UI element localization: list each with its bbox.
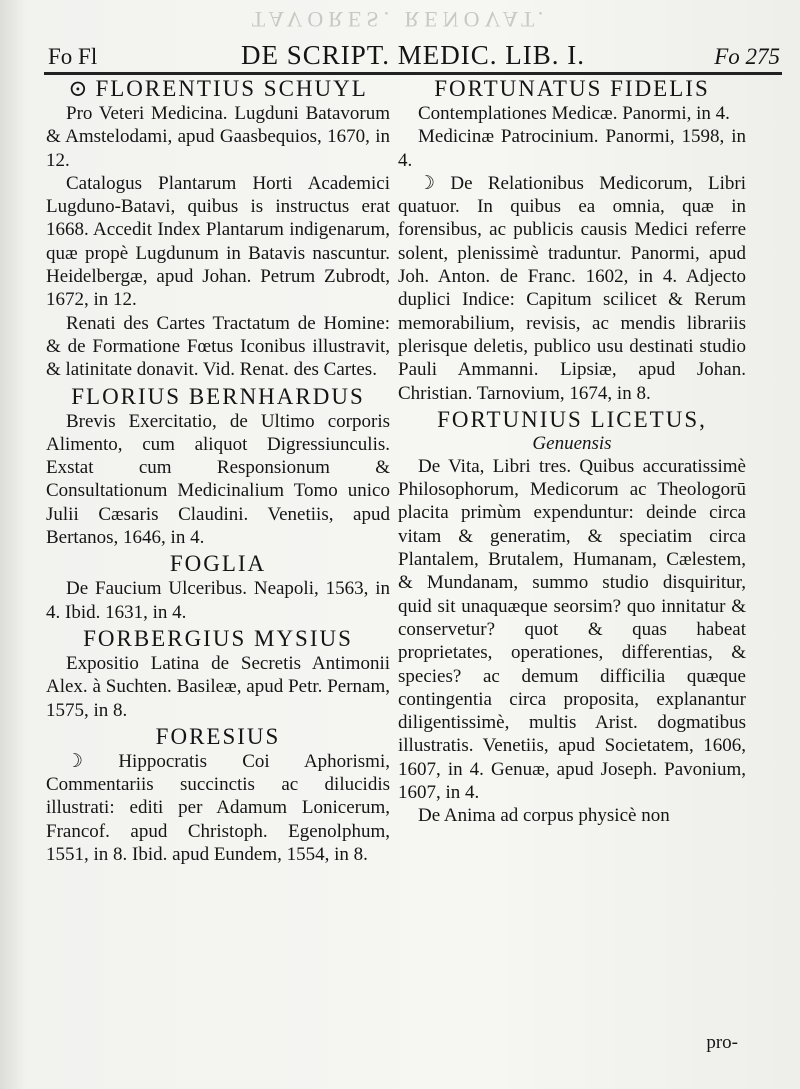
circle-dot-icon: ⊙ bbox=[68, 76, 90, 101]
running-head bbox=[44, 38, 782, 75]
work-entry: Pro Veteri Medicina. Lugduni Batavorum & Amstelodami, apud Gaasbequios, 1670, in 12. bbox=[46, 103, 390, 171]
author-name: FORBERGIUS MYSIUS bbox=[83, 625, 353, 651]
author-origin: Genuensis bbox=[532, 432, 612, 454]
work-entry: Catalogus Plantarum Horti Academici Lugduno-Batavi, quibus is instructus erat 1668. Accedit Index Plantarum indigenarum, quæ propè Lugdunum in Batavis nascuntur. Heidelbergæ, apud Johan. Petrum Zubrodt, 1672, in 12. bbox=[46, 172, 390, 311]
entry-florius-bernhardus bbox=[46, 384, 390, 550]
entry-fortunatus-fidelis bbox=[398, 76, 746, 405]
work-entry: Expositio Latina de Secretis Antimonii Alex. à Suchten. Basileæ, apud Petr. Pernam, 1575, in 8. bbox=[46, 652, 390, 721]
work-entry: Brevis Exercitatio, de Ultimo corporis Alimento, cum aliquot Digressiunculis. Exstat cum Responsionum & Consultationum Medicinalium Tomo unico Julii Cæsaris Claudini. Venetiis, apud Bertanos, 1646, in 4. bbox=[46, 410, 390, 549]
author-name: FORESIUS bbox=[155, 723, 281, 749]
catchword: pro- bbox=[706, 1032, 738, 1053]
author-name: FORTUNATUS FIDELIS bbox=[434, 76, 710, 101]
entry-fortunius-licetus bbox=[398, 407, 746, 828]
author-name: FORTUNIUS LICETUS, bbox=[437, 406, 707, 432]
author-name: FLORENTIUS SCHUYL bbox=[95, 76, 368, 101]
work-entry: De Faucium Ulceribus. Neapoli, 1563, in 4. Ibid. 1631, in 4. bbox=[46, 578, 390, 623]
page-number: Fo 275 bbox=[714, 44, 780, 69]
work-entry: ☽ De Relationibus Medicorum, Libri quatuor. In quibus ea omnia, quæ in forensibus, ac publicis causis Medici referre solent, plenissimè traduntur. Panormi, apud Joh. Anton. de Franc. 1602, in 4. Adjecto duplici Indice: Capitum scilicet & Rerum memorabilium, revisis, ac mendis librariis plerisque deletis, publico usu destinati studio Pauli Ammanni. Lipsiæ, apud Johan. Christian. Tarnovium, 1674, in 8. bbox=[398, 172, 746, 404]
running-head-left: Fo Fl bbox=[48, 44, 98, 69]
work-entry: Renati des Cartes Tractatum de Homine: & de Formatione Fœtus Iconibus illustravit, & latinitate donavit. Vid. Renat. des Cartes. bbox=[46, 312, 390, 381]
entry-florentius-schuyl bbox=[46, 76, 390, 382]
left-column bbox=[46, 76, 390, 868]
entry-foglia bbox=[46, 551, 390, 624]
work-entry: De Vita, Libri tres. Quibus accuratissimè Philosophorum, Medicorum ac Theologorū placita primùm expenduntur: deinde circa vitam & generatim, & speciatim circa Plantalem, Brutalem, Humanam, Cælestem, & Mundanam, summo studio disquiritur, quid sit unaquæque seorsim? quo innitatur & conservetur? quot & quas habeat proprietates, operationes, differentias, & species? ac demum difficilia quæque contingentia circa proposita, explanantur diligentissimè, multis Arist. dogmatibus illustratis. Venetiis, apud Societatem, 1606, 1607, in 4. Genuæ, apud Joseph. Pavonium, 1607, in 4. bbox=[398, 455, 746, 804]
entry-heading bbox=[46, 76, 390, 102]
right-column bbox=[398, 76, 746, 830]
author-name: FLORIUS BERNHARDUS bbox=[71, 383, 365, 409]
entry-forbergius-mysius bbox=[46, 626, 390, 722]
author-name: FOGLIA bbox=[169, 551, 267, 577]
running-head-title: DE SCRIPT. MEDIC. LIB. I. bbox=[240, 40, 585, 70]
work-entry: Medicinæ Patrocinium. Panormi, 1598, in 4. bbox=[398, 126, 746, 171]
bleed-through-text: TAVORES. RENOVAT. bbox=[251, 7, 549, 32]
work-entry: De Anima ad corpus physicè non bbox=[418, 805, 670, 827]
work-entry: ☽ Hippocratis Coi Aphorismi, Commentariis succinctis ac dilucidis illustrati: editi per Adamum Lonicerum, Francof. apud Christoph. Egenolphum, 1551, in 8. Ibid. apud Eundem, 1554, in 8. bbox=[46, 750, 390, 866]
work-entry: Contemplationes Medicæ. Panormi, in 4. bbox=[418, 103, 730, 124]
entry-foresius bbox=[46, 724, 390, 866]
